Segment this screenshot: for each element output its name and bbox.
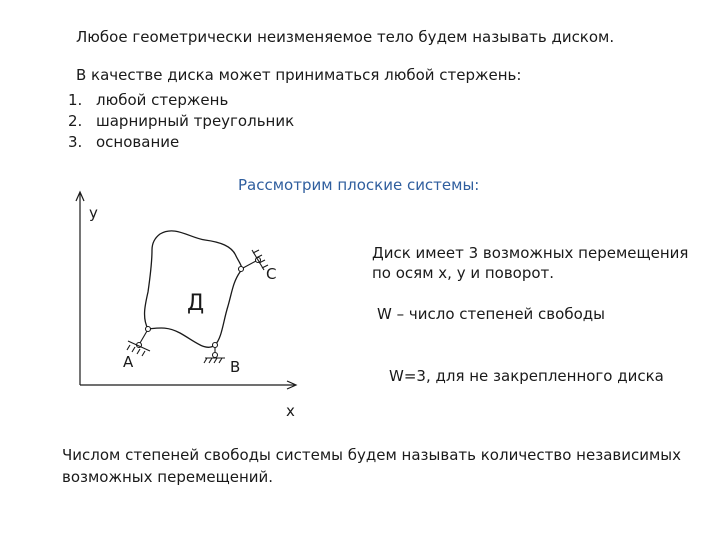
hinge-a1 xyxy=(146,327,151,332)
disk-label: Д xyxy=(187,291,205,316)
list-item: 2. шарнирный треугольник xyxy=(68,112,295,130)
y-axis-label: y xyxy=(89,204,98,222)
point-c-label: С xyxy=(266,265,277,283)
dof-paragraph xyxy=(62,444,682,488)
note-displacements-line2: по осям х, у и поворот. xyxy=(372,264,555,282)
note-w-equals-3: W=3, для не закрепленного диска xyxy=(389,367,664,385)
note-dof-definition: W – число степеней свободы xyxy=(377,305,605,323)
hinge-b1 xyxy=(213,343,218,348)
list-item: 3. основание xyxy=(68,133,180,151)
list-item: 1. любой стержень xyxy=(68,91,229,109)
axes xyxy=(76,192,296,389)
paragraph-line-2: возможных перемещений. xyxy=(62,468,274,486)
heading-disk-examples: В качестве диска может приниматься любой стержень: xyxy=(76,66,522,84)
support-c xyxy=(239,250,269,272)
note-displacements-line1: Диск имеет 3 возможных перемещения xyxy=(372,244,689,262)
disk-outline xyxy=(145,231,242,347)
paragraph-line-1: Числом степеней свободы системы будем называть количество независимых xyxy=(62,446,682,464)
point-a-label: А xyxy=(123,353,134,371)
heading-disk-definition: Любое геометрически неизменяемое тело будем называть диском. xyxy=(76,28,615,46)
hinge-b2 xyxy=(213,353,218,358)
support-a xyxy=(127,327,151,357)
support-b xyxy=(204,343,225,364)
subheading-plane-systems: Рассмотрим плоские системы: xyxy=(238,176,480,194)
hinge-c1 xyxy=(239,267,244,272)
point-b-label: В xyxy=(230,358,241,376)
x-axis-label: x xyxy=(286,402,295,420)
